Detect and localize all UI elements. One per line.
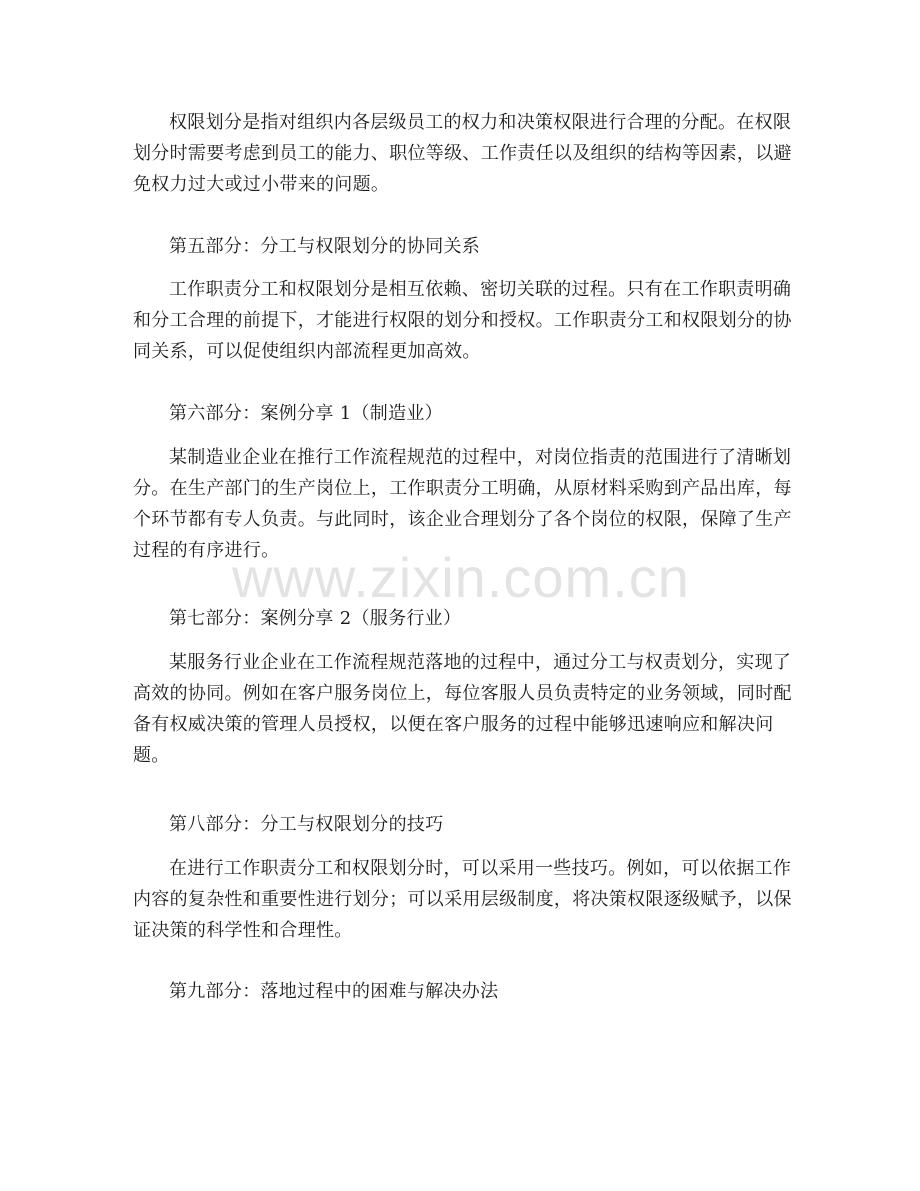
section-heading-5: 第五部分：分工与权限划分的协同关系 — [169, 236, 481, 257]
paragraph-permission-division: 权限划分是指对组织内各层级员工的权力和决策权限进行合理的分配。在权限划分时需要考虑到员工的能力、职位等级、工作责任以及组织的结构等因素，以避免权力过大或过小带来的问题。 — [133, 112, 792, 195]
paragraph-case-manufacturing: 某制造业企业在推行工作流程规范的过程中，对岗位指责的范围进行了清晰划分。在生产部门的生产岗位上，工作职责分工明确，从原材料采购到产品出库，每个环节都有专人负责。与此同时，该企业合理划分了各个岗位的权限，保障了生产过程的有序进行。 — [133, 447, 792, 561]
paragraph-case-service: 某服务行业企业在工作流程规范落地的过程中，通过分工与权责划分，实现了高效的协同。例如在客户服务岗位上，每位客服人员负责特定的业务领域，同时配备有权威决策的管理人员授权，以便在客户服务的过程中能够迅速响应和解决问题。 — [133, 652, 792, 766]
paragraph-techniques: 在进行工作职责分工和权限划分时，可以采用一些技巧。例如，可以依据工作内容的复杂性和重要性进行划分；可以采用层级制度，将决策权限逐级赋予，以保证决策的科学性和合理性。 — [133, 858, 792, 941]
section-heading-6: 第六部分：案例分享 1（制造业） — [169, 403, 443, 424]
paragraph-synergy: 工作职责分工和权限划分是相互依赖、密切关联的过程。只有在工作职责明确和分工合理的前提下，才能进行权限的划分和授权。工作职责分工和权限划分的协同关系，可以促使组织内部流程更加高效。 — [133, 279, 792, 362]
watermark-text: www.zixin.com.cn — [232, 546, 690, 609]
section-heading-9: 第九部分：落地过程中的困难与解决办法 — [169, 981, 499, 1002]
section-heading-8: 第八部分：分工与权限划分的技巧 — [169, 814, 444, 835]
section-heading-7: 第七部分：案例分享 2（服务行业） — [169, 608, 462, 629]
